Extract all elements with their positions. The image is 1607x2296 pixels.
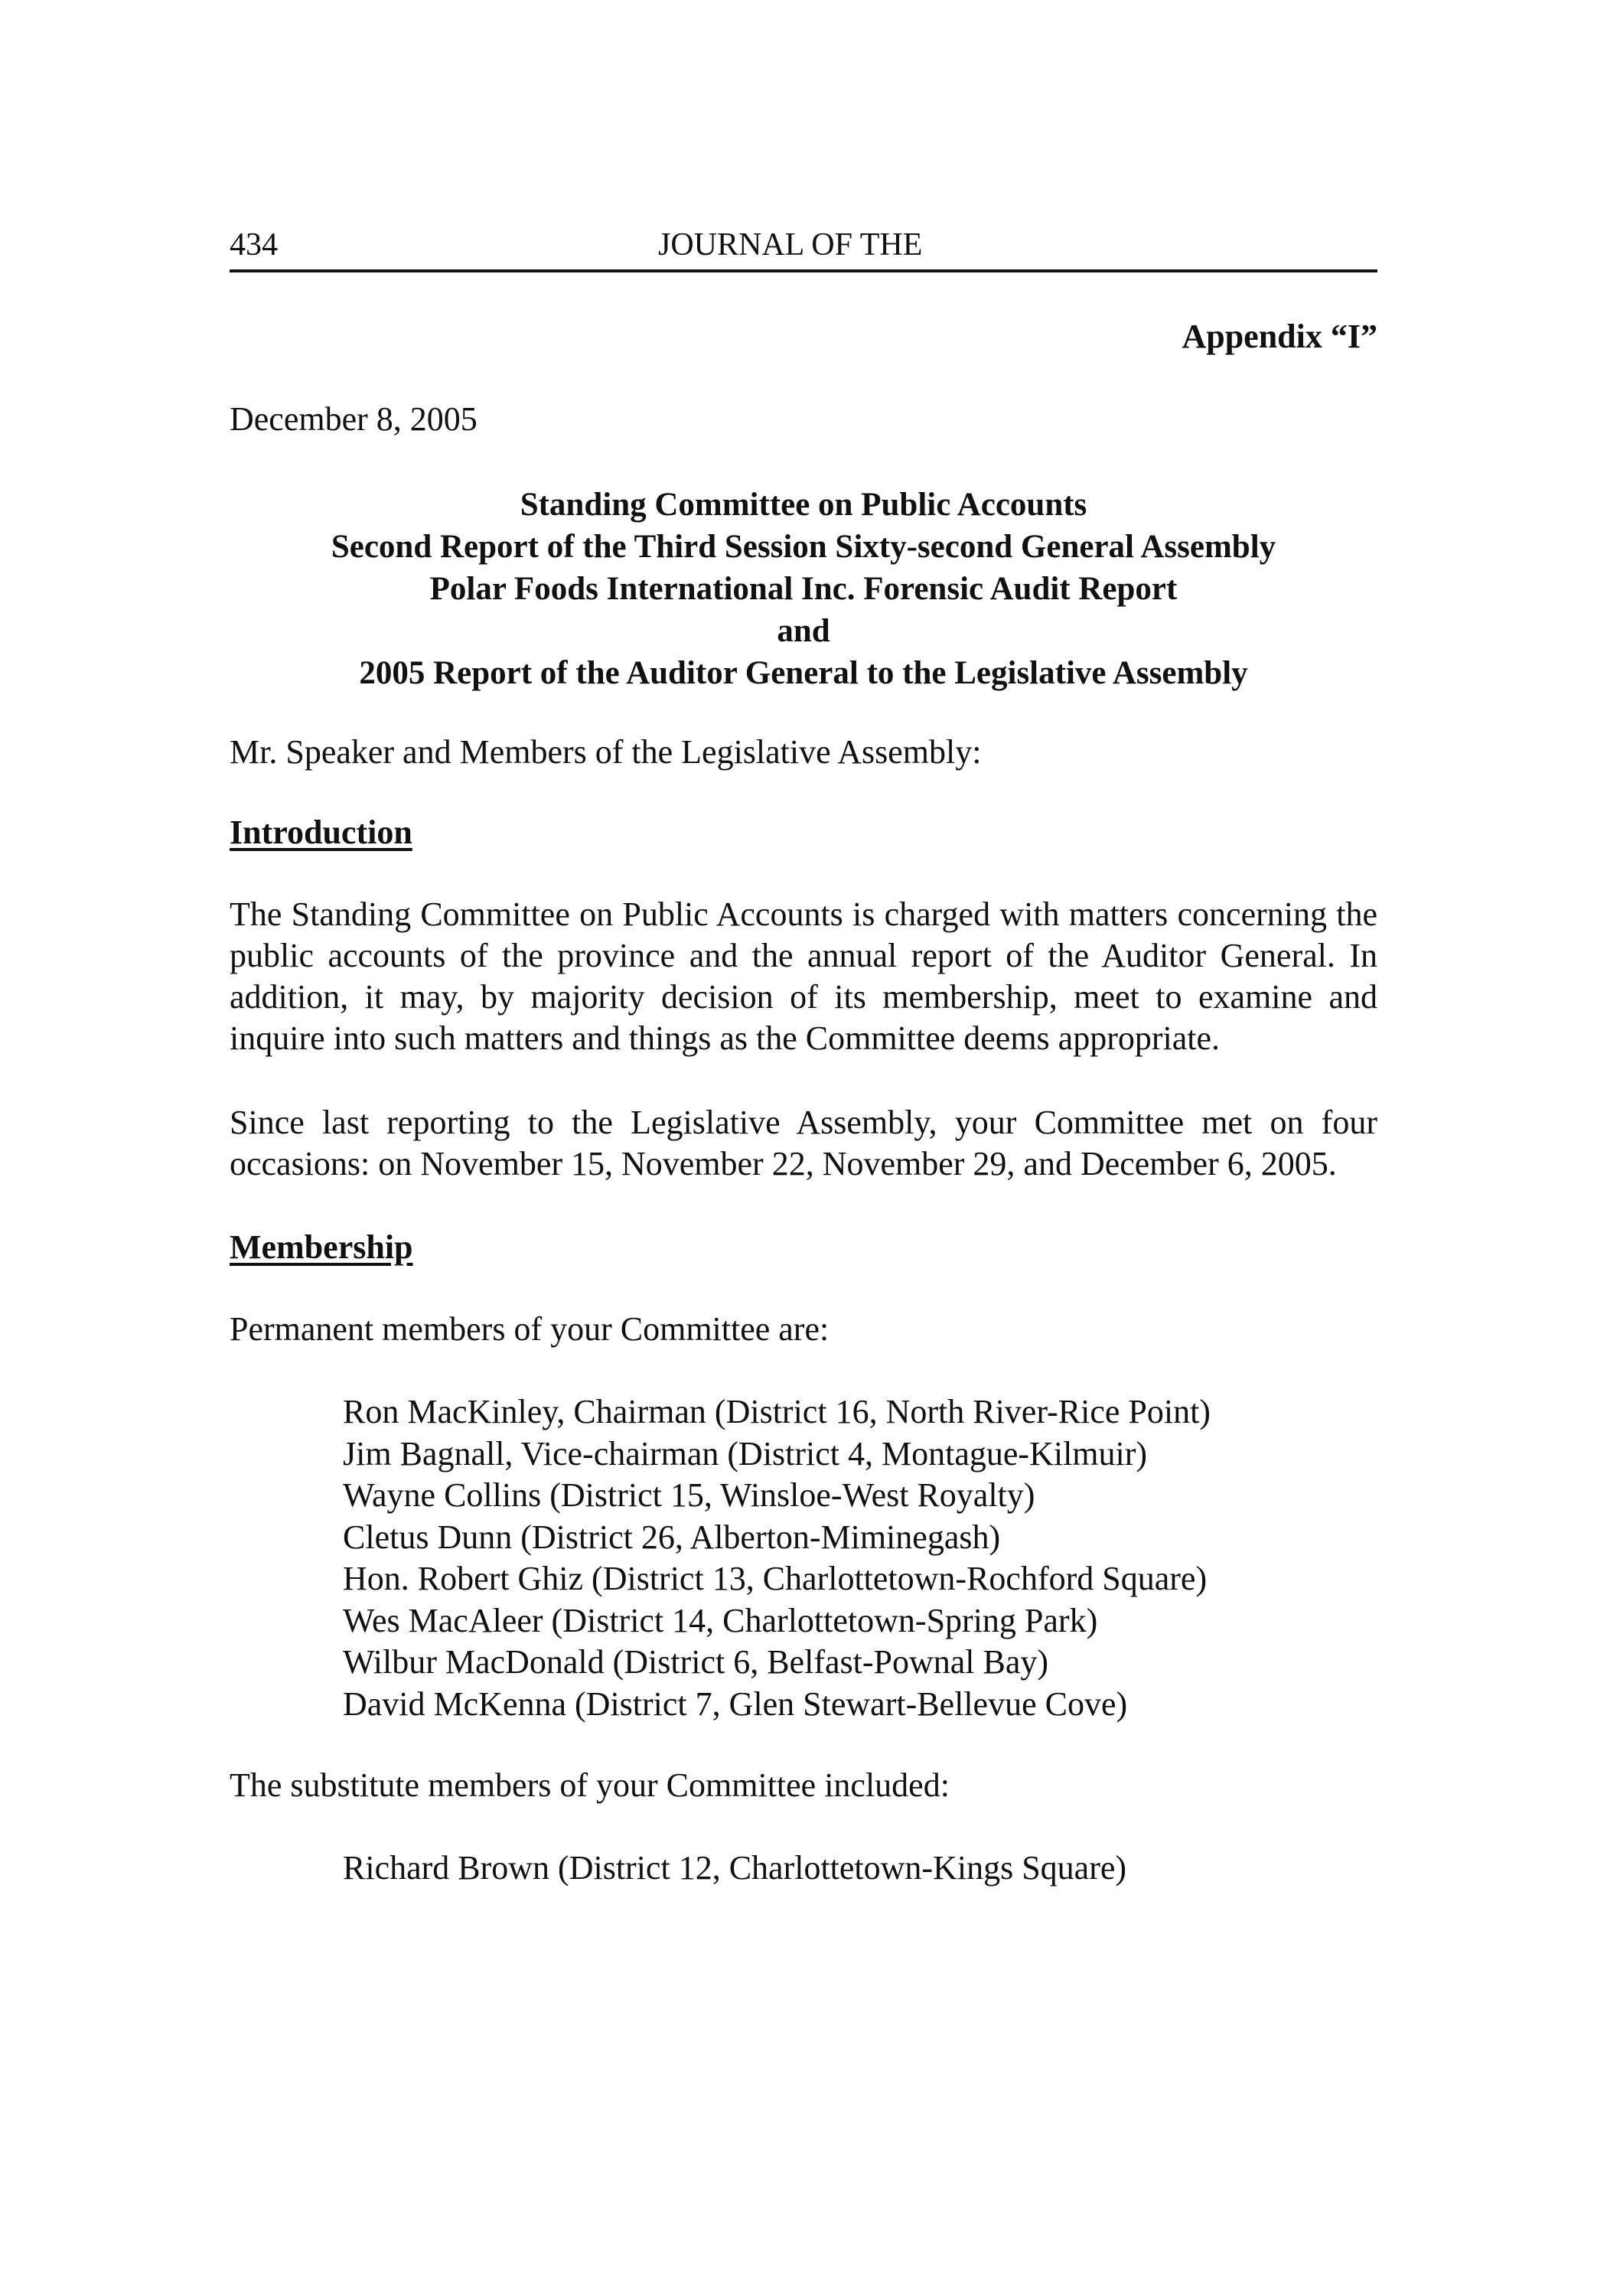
- page-header: [230, 227, 1377, 272]
- appendix-label: Appendix “I”: [1182, 318, 1377, 355]
- introduction-paragraph: The Standing Committee on Public Accounts is charged with matters concerning the public accounts of the province and the annual report of the Auditor General. In addition, it may, by majority decision of its membership, meet to examine and inquire into such matters and things as the Committee deems appropriate.: [230, 895, 1377, 1057]
- report-date: December 8, 2005: [230, 400, 478, 438]
- membership-heading: Membership: [230, 1228, 413, 1266]
- member-list-item: Hon. Robert Ghiz (District 13, Charlottetown-Rochford Square): [343, 1560, 1208, 1597]
- member-list-item: Cletus Dunn (District 26, Alberton-Miminegash): [343, 1518, 1001, 1556]
- title-line: Second Report of the Third Session Sixty-second General Assembly: [331, 529, 1276, 565]
- page-number: 434: [230, 227, 278, 263]
- substitute-members-intro: The substitute members of your Committee included:: [230, 1766, 950, 1804]
- member-list-item: Wilbur MacDonald (District 6, Belfast-Pownal Bay): [343, 1643, 1049, 1681]
- title-line: and: [777, 613, 830, 649]
- member-list-item: David McKenna (District 7, Glen Stewart-Bellevue Cove): [343, 1684, 1128, 1723]
- title-line: Polar Foods International Inc. Forensic Audit Report: [429, 571, 1178, 607]
- report-title: [230, 484, 1377, 694]
- member-list-item: Wes MacAleer (District 14, Charlottetown-Spring Park): [343, 1601, 1098, 1639]
- title-line: 2005 Report of the Auditor General to the Legislative Assembly: [359, 655, 1248, 691]
- permanent-members-intro: Permanent members of your Committee are:: [230, 1310, 830, 1348]
- running-title: JOURNAL OF THE: [658, 227, 923, 263]
- member-list-item: Wayne Collins (District 15, Winsloe-West Royalty): [343, 1476, 1035, 1514]
- salutation: Mr. Speaker and Members of the Legislative Assembly:: [230, 733, 982, 771]
- member-list-item: Jim Bagnall, Vice-chairman (District 4, Montague-Kilmuir): [343, 1434, 1148, 1473]
- permanent-members-list: [343, 1391, 1211, 1725]
- title-line: Standing Committee on Public Accounts: [520, 487, 1087, 523]
- member-list-item: Ron MacKinley, Chairman (District 16, North River-Rice Point): [343, 1393, 1211, 1430]
- member-list-item: Richard Brown (District 12, Charlottetown-Kings Square): [343, 1849, 1127, 1887]
- document-page: [230, 0, 1377, 2296]
- substitute-members-list: [343, 1848, 1126, 1890]
- meetings-paragraph: Since last reporting to the Legislative Assembly, your Committee met on four occasions: on November 15, November 22, November 29, and December 6, 2005.: [230, 1104, 1377, 1182]
- introduction-heading: Introduction: [230, 814, 412, 851]
